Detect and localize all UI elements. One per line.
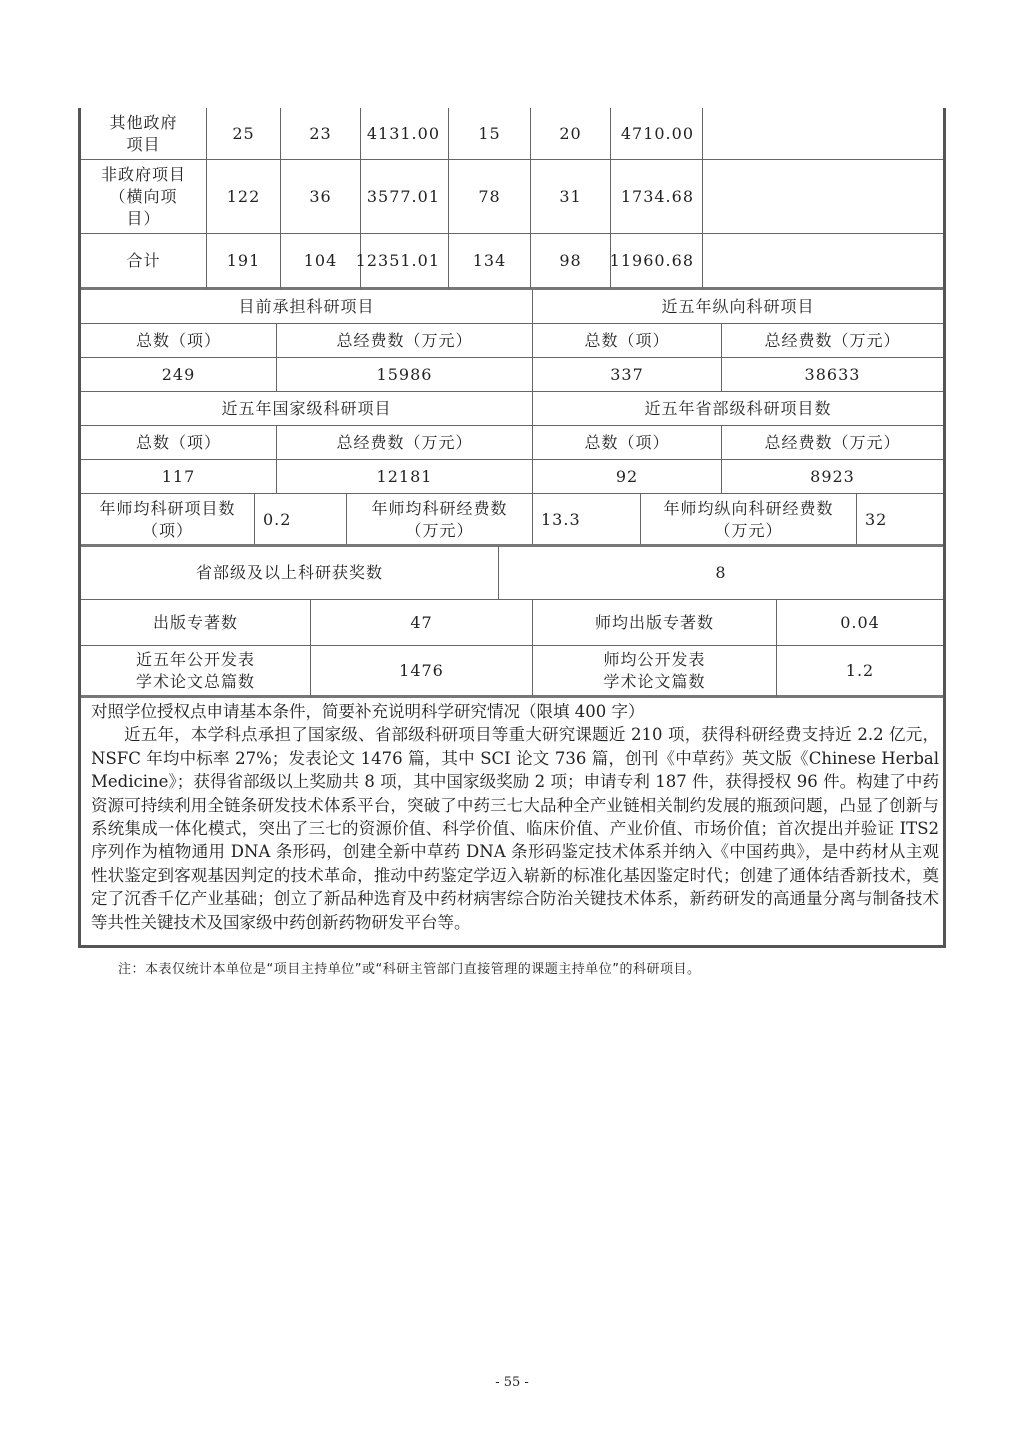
count-label: 总数（项） (81, 324, 277, 358)
national-funding: 12181 (277, 460, 533, 494)
funding-cell: 134 (449, 234, 531, 290)
provincial-count: 92 (533, 460, 722, 494)
funding-cell (703, 160, 943, 234)
annual-funding-value: 13.3 (533, 494, 641, 546)
papers-label: 近五年公开发表 学术论文总篇数 (81, 646, 311, 698)
funding-label: 总经费数（万元） (722, 324, 943, 358)
page-number: - 55 - (495, 1375, 529, 1390)
funding-cell: 78 (449, 160, 531, 234)
funding-row-label: 非政府项目 （横向项 目） (81, 160, 207, 234)
awards-value: 8 (499, 546, 943, 600)
funding-cell: 15 (449, 108, 531, 160)
funding-row-label: 其他政府 项目 (81, 108, 207, 160)
table-note: 注：本表仅统计本单位是“项目主持单位”或“科研主管部门直接管理的课题主持单位”的科研项目。 (118, 962, 701, 977)
description-heading: 对照学位授权点申请基本条件，简要补充说明科学研究情况（限填 400 字） (91, 702, 645, 721)
research-table (78, 108, 946, 948)
current-count: 249 (81, 358, 277, 392)
funding-cell: 191 (207, 234, 281, 290)
funding-cell: 122 (207, 160, 281, 234)
funding-cell: 98 (531, 234, 611, 290)
count-label: 总数（项） (81, 426, 277, 460)
provincial-header: 近五年省部级科研项目数 (533, 392, 943, 426)
national-count: 117 (81, 460, 277, 494)
annual-funding-label: 年师均科研经费数 （万元） (347, 494, 533, 546)
funding-cell (703, 108, 943, 160)
annual-vertical-value: 32 (857, 494, 943, 546)
count-label: 总数（项） (533, 426, 722, 460)
annual-vertical-label: 年师均纵向科研经费数 （万元） (641, 494, 857, 546)
books-per-label: 师均出版专著数 (533, 600, 777, 646)
books-value: 47 (311, 600, 533, 646)
vertical-count: 337 (533, 358, 722, 392)
current-funding: 15986 (277, 358, 533, 392)
funding-cell: 1734.68 (611, 160, 703, 234)
papers-value: 1476 (311, 646, 533, 698)
research-description (91, 700, 939, 934)
funding-cell: 4131.00 (361, 108, 449, 160)
vertical-funding: 38633 (722, 358, 943, 392)
provincial-funding: 8923 (722, 460, 943, 494)
description-body: 近五年，本学科点承担了国家级、省部级科研项目等重大研究课题近 210 项，获得科研经费支持近 2.2 亿元，NSFC 年均中标率 27%；发表论文 1476 篇，其中 SCI 论文 736 篇，创刊《中草药》英文版《Chinese Herbal Medicine》；获得省部级以上奖励共 8 项，其中国家级奖励 2 项；申请专利 187 件，获得授权 96 件。构建了中药资源可持续利用全链条研发技术体系平台，突破了中药三七大品种全产业链相关制约发展的瓶颈问题，凸显了创新与系统集成一体化模式，突出了三七的资源价值、科学价值、临床价值、产业价值、市场价值；首次提出并验证 ITS2 序列作为植物通用 DNA 条形码，创建全新中草药 DNA 条形码鉴定技术体系并纳入《中国药典》，是中药材从主观性状鉴定到客观基因判定的技术革命，推动中药鉴定学迈入崭新的标准化基因鉴定时代；创建了通体结香新技术，奠定了沉香千亿产业基础；创立了新品种选育及中药材病害综合防治关键技术体系，新药研发的高通量分离与制备技术等共性关键技术及国家级中药创新药物研发平台等。 (91, 725, 939, 932)
funding-cell (703, 234, 943, 290)
funding-cell: 23 (281, 108, 361, 160)
books-label: 出版专著数 (81, 600, 311, 646)
funding-cell: 31 (531, 160, 611, 234)
papers-per-value: 1.2 (777, 646, 943, 698)
funding-label: 总经费数（万元） (277, 426, 533, 460)
funding-row-label: 合计 (81, 234, 207, 290)
annual-project-value: 0.2 (255, 494, 347, 546)
funding-label: 总经费数（万元） (277, 324, 533, 358)
funding-cell: 36 (281, 160, 361, 234)
count-label: 总数（项） (533, 324, 722, 358)
awards-label: 省部级及以上科研获奖数 (81, 546, 499, 600)
funding-cell: 12351.01 (361, 234, 449, 290)
papers-per-label: 师均公开发表 学术论文篇数 (533, 646, 777, 698)
five-year-vertical-header: 近五年纵向科研项目 (533, 290, 943, 324)
funding-cell: 4710.00 (611, 108, 703, 160)
funding-cell: 20 (531, 108, 611, 160)
funding-cell: 25 (207, 108, 281, 160)
funding-cell: 3577.01 (361, 160, 449, 234)
funding-cell: 11960.68 (611, 234, 703, 290)
funding-cell: 104 (281, 234, 361, 290)
current-projects-header: 目前承担科研项目 (81, 290, 533, 324)
national-header: 近五年国家级科研项目 (81, 392, 533, 426)
annual-project-label: 年师均科研项目数 （项） (81, 494, 255, 546)
funding-label: 总经费数（万元） (722, 426, 943, 460)
books-per-value: 0.04 (777, 600, 943, 646)
